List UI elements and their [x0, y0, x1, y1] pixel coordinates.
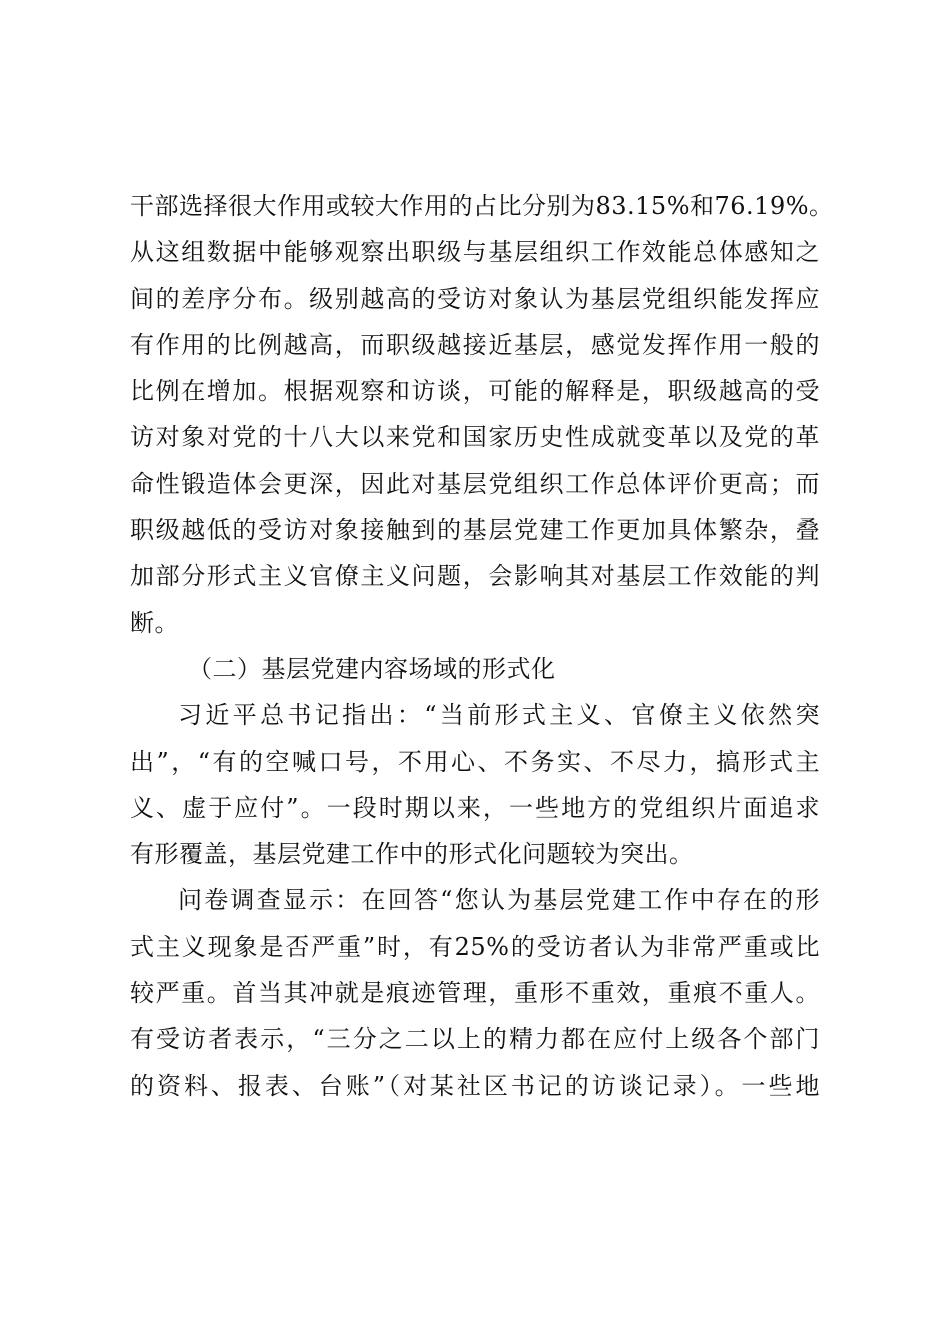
paragraph-line: 式主义现象是否严重”时，有25%的受访者认为非常严重或比 — [130, 932, 820, 961]
paragraph-line: 访对象对党的十八大以来党和国家历史性成就变革以及党的革 — [130, 423, 820, 452]
paragraph-line: 的资料、报表、台账”（对某社区书记的访谈记录）。一些地 — [130, 1071, 820, 1100]
paragraph-line: 有形覆盖，基层党建工作中的形式化问题较为突出。 — [130, 840, 694, 869]
paragraph-line: 较严重。首当其冲就是痕迹管理，重形不重效，重痕不重人。 — [130, 979, 820, 1008]
paragraph-line: 加部分形式主义官僚主义问题，会影响其对基层工作效能的判 — [130, 562, 820, 591]
paragraph-line: 间的差序分布。级别越高的受访对象认为基层党组织能发挥应 — [130, 284, 820, 313]
paragraph-line: 有作用的比例越高，而职级越接近基层，感觉发挥作用一般的 — [130, 330, 820, 359]
paragraph-line: 有受访者表示，“三分之二以上的精力都在应付上级各个部门 — [130, 1025, 820, 1054]
paragraph-line: 命性锻造体会更深，因此对基层党组织工作总体评价更高；而 — [130, 469, 820, 498]
paragraph-line: 比例在增加。根据观察和访谈，可能的解释是，职级越高的受 — [130, 377, 820, 406]
paragraph-line: 问卷调查显示：在回答“您认为基层党建工作中存在的形 — [178, 886, 820, 915]
paragraph-line: 断。 — [130, 608, 179, 637]
paragraph-line: 习近平总书记指出：“当前形式主义、官僚主义依然突 — [178, 701, 820, 730]
paragraph-line: 干部选择很大作用或较大作用的占比分别为83.15%和76.19%。 — [130, 192, 834, 220]
paragraph-line: 职级越低的受访对象接触到的基层党建工作更加具体繁杂，叠 — [130, 516, 820, 545]
paragraph-line: 从这组数据中能够观察出职级与基层组织工作效能总体感知之 — [130, 238, 820, 267]
paragraph-line: 义、虚于应付”。一段时期以来，一些地方的党组织片面追求 — [130, 793, 820, 822]
document-body — [130, 183, 834, 1109]
paragraph-line: 出”，“有的空喊口号，不用心、不务实、不尽力，搞形式主 — [130, 747, 820, 776]
section-heading: （二）基层党建内容场域的形式化 — [188, 654, 556, 683]
